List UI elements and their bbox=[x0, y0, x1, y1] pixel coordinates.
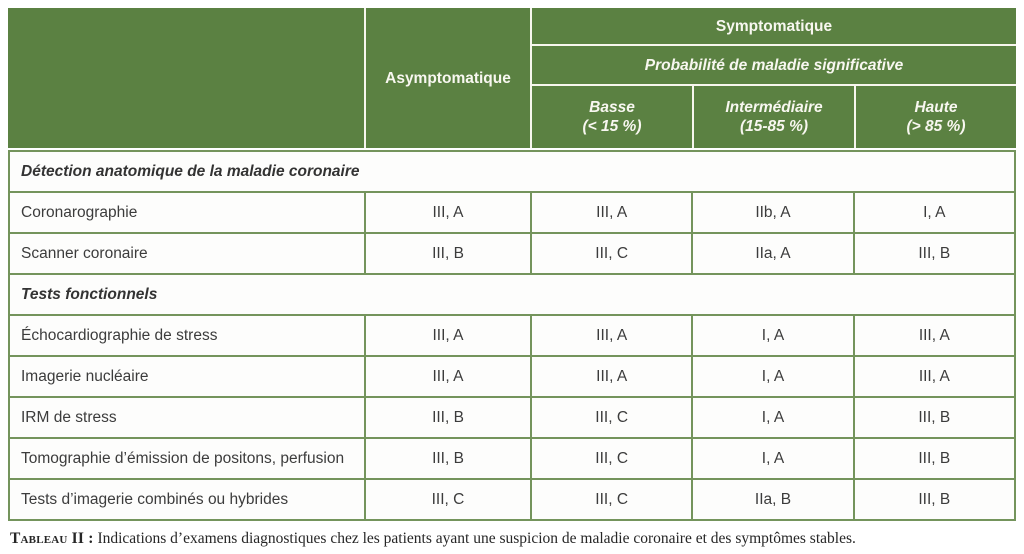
cell-value: III, A bbox=[532, 316, 691, 355]
header-symptomatique-label: Symptomatique bbox=[715, 17, 833, 35]
cell-value: III, B bbox=[855, 398, 1014, 437]
cell-value: III, A bbox=[366, 357, 530, 396]
header-asymptomatique-label: Asymptomatique bbox=[385, 69, 511, 87]
cell-value: III, A bbox=[532, 193, 691, 232]
cell-value: III, C bbox=[532, 234, 691, 273]
cell-value: III, B bbox=[855, 234, 1014, 273]
row-label-echocardiographie: Échocardiographie de stress bbox=[10, 316, 364, 355]
header-col-basse-range: (< 15 %) bbox=[582, 118, 642, 135]
section-row-tests-fonctionnels: Tests fonctionnels bbox=[10, 275, 1014, 314]
table-caption bbox=[8, 530, 1016, 548]
header-probability bbox=[532, 46, 1016, 84]
cell-value: III, C bbox=[366, 480, 530, 519]
cell-value: I, A bbox=[855, 193, 1014, 232]
header-blank-cell bbox=[8, 8, 364, 148]
row-label-irm-de-stress: IRM de stress bbox=[10, 398, 364, 437]
row-label-scanner-coronaire: Scanner coronaire bbox=[10, 234, 364, 273]
table-caption-label: Tableau II : bbox=[10, 530, 94, 547]
cell-value: III, A bbox=[366, 193, 530, 232]
table-caption-text: Indications d’examens diagnostiques chez les patients ayant une suspicion de maladie coronaire et des symptômes stables. bbox=[97, 530, 856, 547]
cell-value: III, B bbox=[855, 439, 1014, 478]
row-label-tomographie-positons: Tomographie d’émission de positons, perfusion bbox=[10, 439, 364, 478]
cell-value: III, B bbox=[366, 234, 530, 273]
header-col-basse-name: Basse bbox=[589, 99, 635, 116]
cell-value: IIb, A bbox=[693, 193, 852, 232]
cell-value: III, C bbox=[532, 439, 691, 478]
cell-value: III, B bbox=[366, 398, 530, 437]
cell-value: I, A bbox=[693, 316, 852, 355]
cell-value: III, A bbox=[855, 357, 1014, 396]
cell-value: III, C bbox=[532, 398, 691, 437]
header-col-basse bbox=[532, 86, 692, 148]
cell-value: III, B bbox=[366, 439, 530, 478]
cell-value: III, A bbox=[855, 316, 1014, 355]
cell-value: III, B bbox=[855, 480, 1014, 519]
header-col-intermediaire bbox=[694, 86, 854, 148]
row-label-imagerie-nucleaire: Imagerie nucléaire bbox=[10, 357, 364, 396]
table-header bbox=[8, 8, 1016, 148]
row-label-coronarographie: Coronarographie bbox=[10, 193, 364, 232]
header-col-haute-range: (> 85 %) bbox=[906, 118, 966, 135]
header-col-intermediaire-name: Intermédiaire bbox=[725, 99, 823, 116]
header-col-haute-name: Haute bbox=[914, 99, 958, 116]
cell-value: III, C bbox=[532, 480, 691, 519]
header-col-intermediaire-range: (15-85 %) bbox=[739, 118, 809, 135]
cell-value: I, A bbox=[693, 357, 852, 396]
cell-value: III, A bbox=[532, 357, 691, 396]
row-label-tests-imagerie-combines: Tests d’imagerie combinés ou hybrides bbox=[10, 480, 364, 519]
header-asymptomatique bbox=[366, 8, 530, 148]
cell-value: IIa, A bbox=[693, 234, 852, 273]
table-body bbox=[8, 150, 1016, 521]
header-col-haute bbox=[856, 86, 1016, 148]
cell-value: I, A bbox=[693, 439, 852, 478]
cell-value: III, A bbox=[366, 316, 530, 355]
header-symptomatique bbox=[532, 8, 1016, 44]
header-probability-label: Probabilité de maladie significative bbox=[644, 56, 904, 74]
section-row-detection-anatomique: Détection anatomique de la maladie coronaire bbox=[10, 152, 1014, 191]
cell-value: I, A bbox=[693, 398, 852, 437]
cell-value: IIa, B bbox=[693, 480, 852, 519]
